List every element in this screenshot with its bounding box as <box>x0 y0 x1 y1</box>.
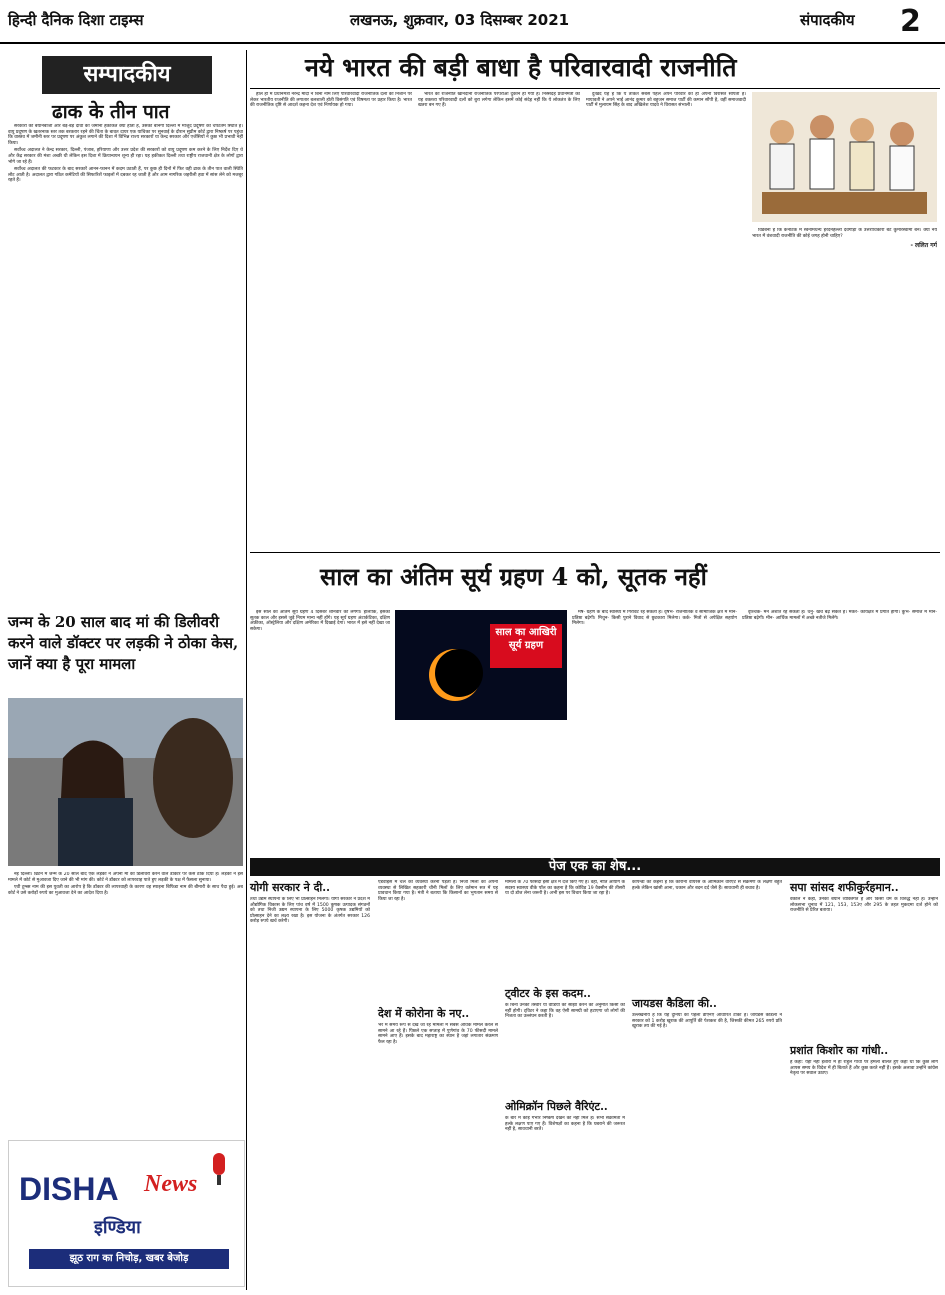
lead-paragraph: दुःखद यह है कि ये ताकतें सबसे पहले अपने परिवार को ही अपनी विरासत सौंपती हैं। मायावती ने अपने भाई आनंद कुमार को बहुजन समाज पार्टी की कमान सौंपी है, वहीं समाजवादी पार्टी में मुलायम सिंह के बाद अखिलेश यादव ने विरासत संभाली। <box>586 92 746 109</box>
lead-paragraph: विडंबना है कि कर्नाटक में स्वनामधन्य हरदनहल्ली देवेगौड़ा के उत्तराधिकारी बेटे कुमारस्वामी बने। क्या नये भारत में वंशवादी राजनीति की कोई जगह होनी चाहिए? <box>752 228 937 239</box>
lead-headline: नये भारत की बड़ी बाधा है परिवारवादी राजनीति <box>305 53 737 82</box>
continuation-text: के बारे में कोई गंभीर निष्कर्ष देखने को नहीं मिले हैं। सभी संक्रमितों में हल्के लक्षण पाए गए हैं। विशेषज्ञों का कहना है कि घबराने की जरूरत नहीं है, सावधानी बरतें। <box>505 1116 625 1133</box>
doctor-story-photo <box>8 698 243 866</box>
woman-with-horse-photo <box>8 698 243 866</box>
continuation-text: के बिना उनकी तस्वीरें या वीडियो को साझा करने की अनुमति किसी को नहीं होगी। ट्विटर ने कहा कि वह ऐसी सामग्री को हटाएगा जो लोगों की निजता का उल्लंघन करती है। <box>505 1003 625 1020</box>
column-rule <box>246 50 247 1290</box>
ad-brand: DISHA <box>19 1171 119 1207</box>
eclipse-caption: साल का आखिरी सूर्य ग्रहण <box>490 624 562 668</box>
continuation-text: एडवाइस में चल की व्यवस्था करनी पड़ती है। निजी मिलों को अपनी व्यवस्था से लिखित सहकारी चीनी मिलों के लिए वर्तमान सत्र में यह प्रावधान किया गया है। मंत्री ने बताया कि किसानों का भुगतान समय से किया जा रहा है। <box>378 880 498 902</box>
lead-paragraph: हाल ही में प्रधानमंत्री नरेन्द्र मोदी ने बिना नाम लिए परिवारवादी राजनीतिक दलों को निशाने पर लेकर भारतीय राजनीति की लगातार बलशाली होती विसंगति एवं विषमता पर प्रहार किया है। भारत की राजनीतिक दृष्टि से आदर्श कहना देश एवं निर्णायक हो गया। <box>250 92 412 109</box>
eclipse-column-1 <box>250 610 390 855</box>
lead-column-1 <box>250 92 412 472</box>
continuation-text: है कहा: यही नहीं इशारों में ही राहुल गांधी पर हमला बोलते हुए कहा था कि कुछ लोग आपस समय के विदेश में ही बिताते हैं और कुछ करते नहीं हैं। इसके अलावा उन्होंने कांग्रेस नेतृत्व पर सवाल उठाए। <box>790 1060 938 1077</box>
doctor-headline: जन्म के 20 साल बाद मां की डिलीवरी करने वाले डॉक्टर पर लड़की ने ठोका केस, जानें क्या है पूरा मामला <box>8 613 239 673</box>
continuation-sp-mp <box>790 880 938 1280</box>
editorial-body <box>8 124 243 604</box>
continuation-yogi <box>250 880 370 1287</box>
cartoon-illustration <box>752 92 937 222</box>
dateline: लखनऊ, शुक्रवार, 03 दिसम्बर 2021 <box>350 11 570 29</box>
divider <box>250 88 940 89</box>
eclipse-headline: साल का अंतिम सूर्य ग्रहण 4 को, सूतक नहीं <box>320 562 707 591</box>
continuation-heading: ट्वीटर के इस कदम.. <box>505 987 591 1000</box>
divider <box>250 552 940 553</box>
section-name: संपादकीय <box>800 11 855 29</box>
continuation-covid <box>505 880 625 1266</box>
continuation-heading: सपा सांसद शफीकुर्रहमान.. <box>790 881 899 894</box>
continuation-text: तथा उद्यम स्थापना के लिए भी प्रोत्साहन मिलेगा। योगी सरकार ने प्रदेश में औद्योगिक विकास के लिए पांच वर्ष में 1500 कुषक उत्पादक संगठनों को तथा निजी उद्यम स्थापना के लिए 5000 कृषक उद्यमियों को प्रोत्साहन देने का लक्ष्य रखा है। इस योजना के अंतर्गत सरकार 126 करोड़ रुपये खर्च करेगी। <box>250 897 370 925</box>
disha-news-ad[interactable] <box>8 1140 245 1287</box>
eclipse-paragraph: इस साल का अंतिम सूर्य ग्रहण 4 दिसंबर शनिवार को लगेगा। हालांकि, इसका सूतक काल और इससे जुड़े नियम मान्य नहीं होंगे। यह सूर्य ग्रहण अंटार्कटिका, दक्षिण अफ्रीका, ऑस्ट्रेलिया और दक्षिण अमेरिका में दिखाई देगा। भारत में इसे नहीं देखा जा सकेगा। <box>250 610 390 632</box>
editorial-paragraph: सर्वोच्च अदालत ने केन्द्र सरकार, दिल्ली, पंजाब, हरियाणा और उत्तर प्रदेश की सरकारों को वायु प्रदूषण कम करने के लिए निर्देश दिए थे और केंद्र सरकार की मंशा अच्छी थी लेकिन इस दिशा में क्रियान्वयन शून्य ही रहा। यह हकीकत दिल्ली तथा राष्ट्रीय राजधानी क्षेत्र के लोगों द्वारा भोगे जा रहे हैं। <box>8 148 243 165</box>
editorial-banner: सम्पादकीय <box>42 56 212 94</box>
continuation-sugar <box>378 880 498 1283</box>
page-number: 2 <box>900 4 921 39</box>
continuation-heading: प्रशांत किशोर का गांधी.. <box>790 1044 889 1057</box>
continuation-heading: जायडस कैडिला की.. <box>632 997 717 1010</box>
editorial-headline: ढाक के तीन पात <box>52 101 170 123</box>
newspaper-title: हिन्दी दैनिक दिशा टाइम्स <box>8 11 144 29</box>
doctor-story-body <box>8 872 243 1132</box>
ad-brand-script: News <box>144 1171 198 1197</box>
ad-brand-sub: इण्डिया <box>94 1217 141 1238</box>
continued-section-band: पेज एक का शेष... <box>250 858 940 876</box>
doctor-paragraph: नई दिल्ली। ब्रिटेन में जन्म के 20 साल बाद एक लड़की ने अपनी मां की डिलीवरी करने वाले डॉक्टर पर केस ठोक दिया है। लड़की ने इस मामले में कोर्ट से मुआवजा दिए जाने की भी मांग की। कोर्ट ने डॉक्टर को लापरवाह पाते हुए लड़की के पक्ष में फैसला सुनाया। <box>8 872 243 883</box>
continuation-text: भर में समय रूप से देखे जा रहे मामलों में सबसे अधिक मामले केरल से सामने आ रहे हैं। पिछले एक सप्ताह में पुणेगांव के 70 फीसदी मामले सामने आए हैं। इसके बाद महाराष्ट्र का स्थान है जहां लगातार संक्रमण फैल रहा है। <box>378 1023 498 1045</box>
editorial-paragraph: सरकारों की बयानबाजी और बड़े-बड़े दावों की जमीनी हकीकत क्या होती है, उसकी बानगी दिल्ली में मौजूद प्रदूषण की चपेटतम स्थिति है। वायु प्रदूषण के खतरनाक स्तर तक बरकरार रहने की चिंता के बावत दायर एक याचिका पर सुनवाई के दौरान सुप्रीम कोर्ट द्वारा निष्कर्ष पर पहुंचा कि वास्तव में जमीनी स्तर पर प्रदूषण पर अंकुश लगाने की दिशा में विभिन्न राज्य सरकारों या केन्द्र सरकार और एजेंसियों ने कुछ भी प्रभावी नहीं किया। <box>8 124 243 146</box>
doctor-paragraph: एवी टूम्ब्स नाम की इस युवती का आरोप है कि डॉक्टर की लापरवाही के कारण वह स्पाइना बिफिडा नाम की बीमारी के साथ पैदा हुई। अब कोर्ट ने उसे करोड़ों रुपये का मुआवजा देने का आदेश दिया है। <box>8 885 243 896</box>
editorial-paragraph: सर्वोच्च अदालत की फटकार के बाद सरकारें आनन-फानन में कदम उठाती हैं, पर कुछ ही दिनों में फिर वही ढाक के तीन पात वाली स्थिति लौट आती है। अदालत द्वारा गठित कमेटियों की सिफारिशें फाइलों में दबकर रह जाती हैं और आम नागरिक जहरीली हवा में सांस लेने को मजबूर रहते हैं। <box>8 167 243 184</box>
eclipse-column-3 <box>572 610 737 855</box>
eclipse-image <box>395 610 567 720</box>
continuation-text: वकील ने कहा, उनका बयान व्यक्तिगत है और किसी धर्म के विरुद्ध नहीं है। उन्होंने लोकसभा चुनाव में 121, 153, 153ए और 295 के तहत मुकदमा दर्ज होने को राजनीति से प्रेरित बताया। <box>790 897 938 914</box>
cartoon-image <box>752 92 937 222</box>
microphone-icon <box>204 1151 234 1191</box>
continuation-text: कोपन्डा का कहना है कि कोरोना वायरस के ओमिक्रॉन वैरिएंट से संक्रमण के लक्षण बहुत हल्के लेकिन खांसी आना, थकान और बदन दर्द जैसे हैं। सावधानी ही बचाव है। <box>632 880 782 891</box>
lead-column-3 <box>586 92 746 472</box>
continuation-heading: ओमिक्रॉन पिछले वैरिएंट.. <box>505 1100 608 1113</box>
continuation-text: उल्लेखनीय है कि यह दुनिया का पहला डीएनए आधारित टीका है। जायडस कैडिला ने सरकार को 1 करोड़ खुराक की आपूर्ति की पेशकश की है, जिसकी कीमत 265 रुपये प्रति खुराक तय की गई है। <box>632 1013 782 1030</box>
ad-tagline: झूठ राग का निचोड़, खबर बेजोड़ <box>29 1249 229 1269</box>
lead-column-2 <box>418 92 580 472</box>
eclipse-paragraph: वृश्चिक- मन अशांत रह सकता है। धनु- खर्चे बढ़ सकते हैं। मकर- कार्यक्षेत्र में प्रगति होगी। कुंभ- समाज में मान-प्रतिष्ठा बढ़ेगी। मीन- आर्थिक मामलों में अच्छे नतीजे मिलेंगे। <box>742 610 937 621</box>
lead-column-4 <box>752 228 937 472</box>
continuation-heading: देश में कोरोना के नए.. <box>378 1007 470 1020</box>
eclipse-column-4 <box>742 610 937 855</box>
masthead <box>0 0 945 44</box>
continuation-text: मामलों के 70 फीसदी इसी क्षेत्र में दर्ज किए गए हैं। वहीं, नीति आयोग के सदस्य स्वास्थ्य वीके पॉल का कहना है कि कोविड 19 वैक्सीन की तीसरी या दो डोज लेना जरूरी है। अभी इस पर विचार किया जा रहा है। <box>505 880 625 897</box>
continuation-heading: योगी सरकार ने दी.. <box>250 881 330 894</box>
byline: - ललित गर्ग <box>910 242 937 250</box>
lead-paragraph: भारत की राजनीति खानदानी राजनीतिक परंपराओं दुकान हो गयी है। निस्संदेह प्रधानमंत्री का यह वक्तव्य परिवारवादी दलों को बुरा लगेगा लेकिन इसमें कोई संदेह नहीं कि ये लोकतंत्र के लिए खतरा बन गए हैं। <box>418 92 580 109</box>
continuation-omicron <box>632 880 782 1263</box>
eclipse-paragraph: मेष- ग्रहण के बाद स्वास्थ्य में गिरावट रह सकती है। वृषभ- राजनीतिक व सामाजिक क्षेत्र में मान-प्रतिष्ठा बढ़ेगी। मिथुन- किसी पुराने विवाद से छुटकारा मिलेगा। कर्क- मित्रों से अपेक्षित सहयोग मिलेगा। <box>572 610 737 627</box>
